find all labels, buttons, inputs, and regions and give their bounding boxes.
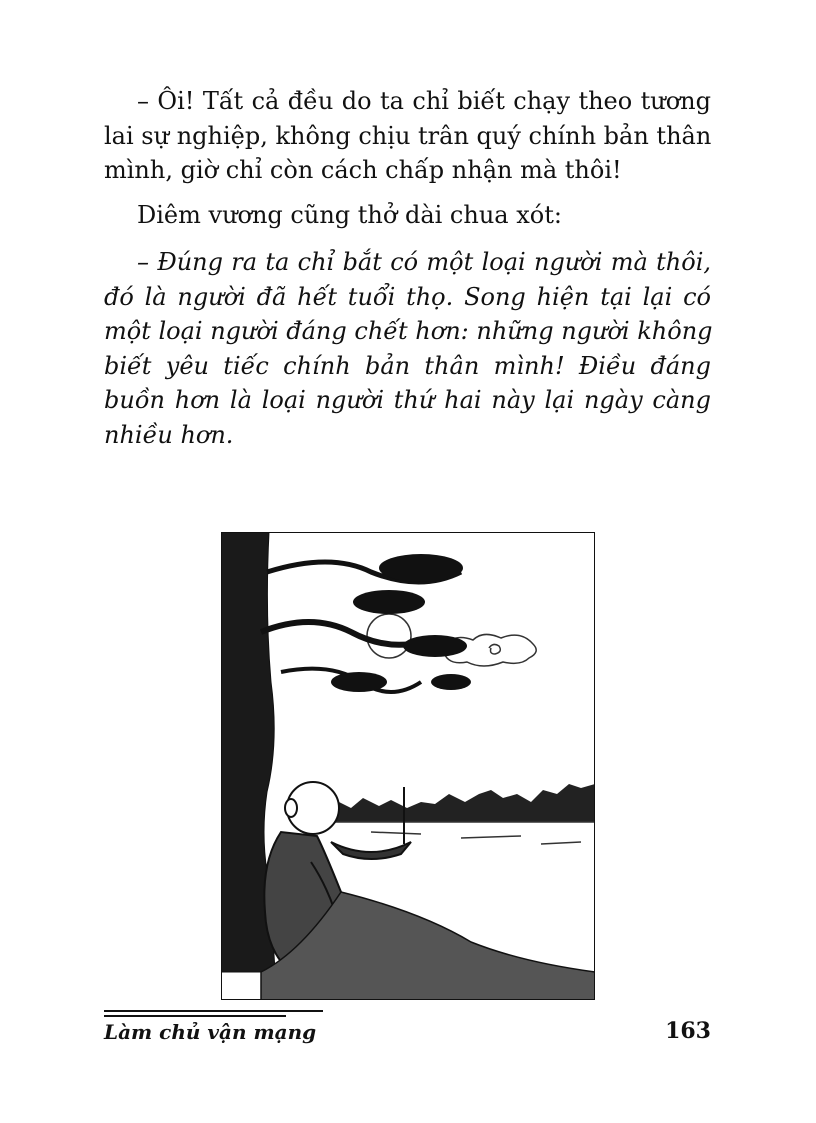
text-line: – Ôi! Tất cả đều do ta chỉ biết chạy theo tương: [137, 87, 711, 115]
text-line: lai sự nghiệp, không chịu trân quý chính bản thân: [104, 121, 712, 150]
dialogue-paragraph-1: [104, 84, 711, 188]
text-line: một loại người đáng chết hơn: những người không: [104, 317, 713, 345]
text-line: nhiều hơn.: [104, 420, 234, 449]
text-line: biết yêu tiếc chính bản thân mình! Điều đáng: [104, 351, 711, 380]
text-line: mình, giờ chỉ còn cách chấp nhận mà thôi!: [104, 156, 622, 184]
book-title: Làm chủ vận mạng: [104, 1020, 317, 1044]
text-line: Diêm vương cũng thở dài chua xót:: [137, 201, 562, 229]
text-line: đó là người đã hết tuổi thọ. Song hiện tại lại có: [104, 282, 711, 311]
moon-icon: [367, 614, 411, 658]
narration-paragraph: [104, 198, 711, 233]
page-number: 163: [665, 1018, 711, 1044]
footer-divider: [104, 1010, 323, 1012]
text-line: – Đúng ra ta chỉ bắt có một loại người mà thôi,: [137, 248, 711, 276]
monk-by-lake-illustration: [221, 532, 595, 1000]
footer-divider: [104, 1015, 286, 1017]
text-line: buồn hơn là loại người thứ hai này lại ngày càng: [104, 386, 711, 414]
dialogue-paragraph-2: [104, 245, 711, 452]
